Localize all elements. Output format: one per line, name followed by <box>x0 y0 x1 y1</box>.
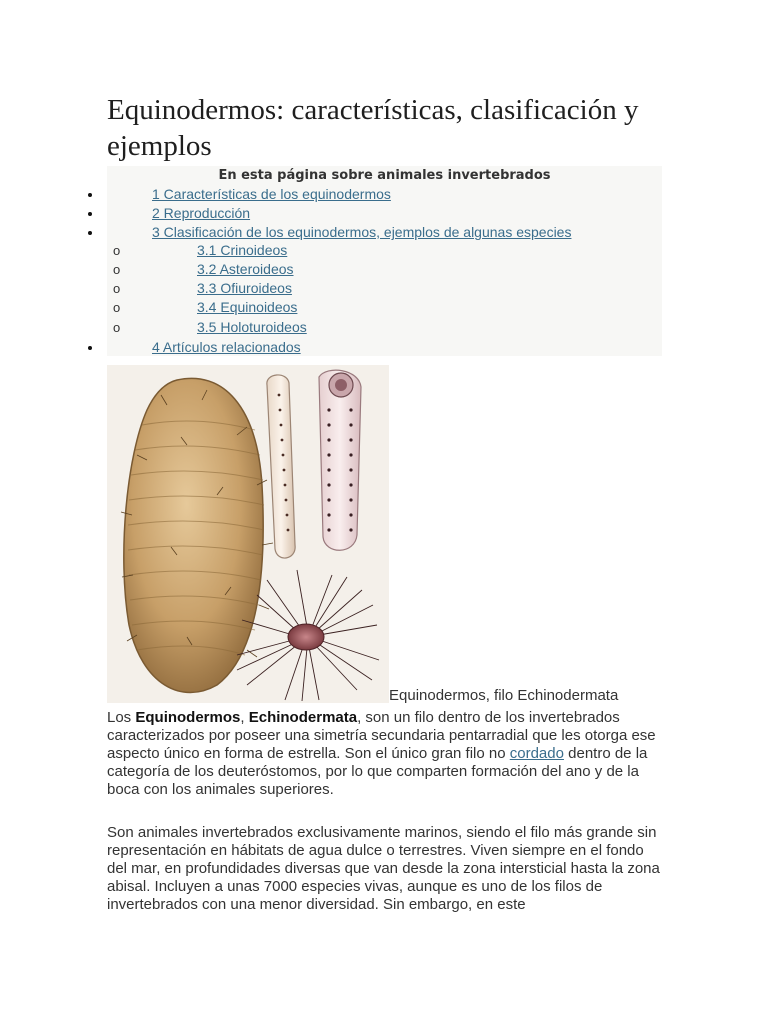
toc-link[interactable]: 3.5 Holoturoideos <box>197 319 307 335</box>
toc-link[interactable]: 2 Reproducción <box>152 205 251 221</box>
figure-caption: Equinodermos, filo Echinodermata <box>389 687 619 704</box>
intro-text: dentro de la categoría de los deuteróstomos, por lo que comparten formación del ano y de la boca con los animales superiores. <box>107 745 648 798</box>
bullet-icon <box>88 231 92 235</box>
circle-bullet-icon: o <box>113 281 121 296</box>
intro-text: , son un filo dentro de los invertebrados caracterizados por poseer una simetría secundaria pentarradial que les otorga ese aspecto único en forma de estrella. Son el único gran filo no <box>107 709 656 762</box>
toc-item-crinoideos[interactable] <box>113 241 288 260</box>
circle-bullet-icon: o <box>113 262 121 277</box>
toc-heading: En esta página sobre animales invertebrados <box>218 168 551 183</box>
bullet-icon <box>88 193 92 197</box>
toc-link[interactable]: 3.2 Asteroideos <box>197 261 294 277</box>
intro-text: Los <box>107 709 136 726</box>
term-echinodermata: Echinodermata <box>248 709 358 726</box>
circle-bullet-icon: o <box>113 300 121 315</box>
toc-link[interactable]: 3.1 Crinoideos <box>197 242 288 258</box>
bullet-icon <box>88 346 92 350</box>
toc-link[interactable]: 3.4 Equinoideos <box>197 299 298 315</box>
circle-bullet-icon: o <box>113 243 121 258</box>
toc-item-clasificacion[interactable] <box>152 223 571 242</box>
intro-paragraph <box>107 709 667 799</box>
toc-item-articulos[interactable] <box>152 338 301 357</box>
toc-item-caracteristicas[interactable] <box>152 185 391 204</box>
toc-link[interactable]: 4 Artículos relacionados <box>152 339 301 355</box>
toc-link[interactable]: 3 Clasificación de los equinodermos, ejemplos de algunas especies <box>152 224 572 240</box>
bullet-icon <box>88 212 92 216</box>
toc-item-reproduccion[interactable] <box>152 204 250 223</box>
echinoderm-illustration <box>107 365 389 703</box>
toc-item-asteroideos[interactable] <box>113 260 294 279</box>
term-equinodermos: Equinodermos <box>135 709 241 726</box>
toc-link[interactable]: 3.3 Ofiuroideos <box>197 280 292 296</box>
toc-link[interactable]: 1 Características de los equinodermos <box>152 186 391 202</box>
toc-item-holoturoideos[interactable] <box>113 318 307 337</box>
toc-item-equinoideos[interactable] <box>113 298 298 317</box>
page-title: Equinodermos: características, clasificación y ejemplos <box>107 94 639 162</box>
table-of-contents <box>107 166 662 356</box>
toc-item-ofiuroideos[interactable] <box>113 279 292 298</box>
intro-text: , <box>240 709 249 726</box>
cordado-link[interactable]: cordado <box>509 745 564 762</box>
circle-bullet-icon: o <box>113 320 121 335</box>
body-paragraph: Son animales invertebrados exclusivamente marinos, siendo el filo más grande sin representación en hábitats de agua dulce o terrestres. Viven siempre en el fondo del mar, en profundidades diversas que van desde la zona intersticial hasta la zona abisal. Incluyen a unas 7000 especies vivas, aunque es uno de los filos de invertebrados con una menor diversidad. Sin embargo, en este <box>107 824 660 913</box>
